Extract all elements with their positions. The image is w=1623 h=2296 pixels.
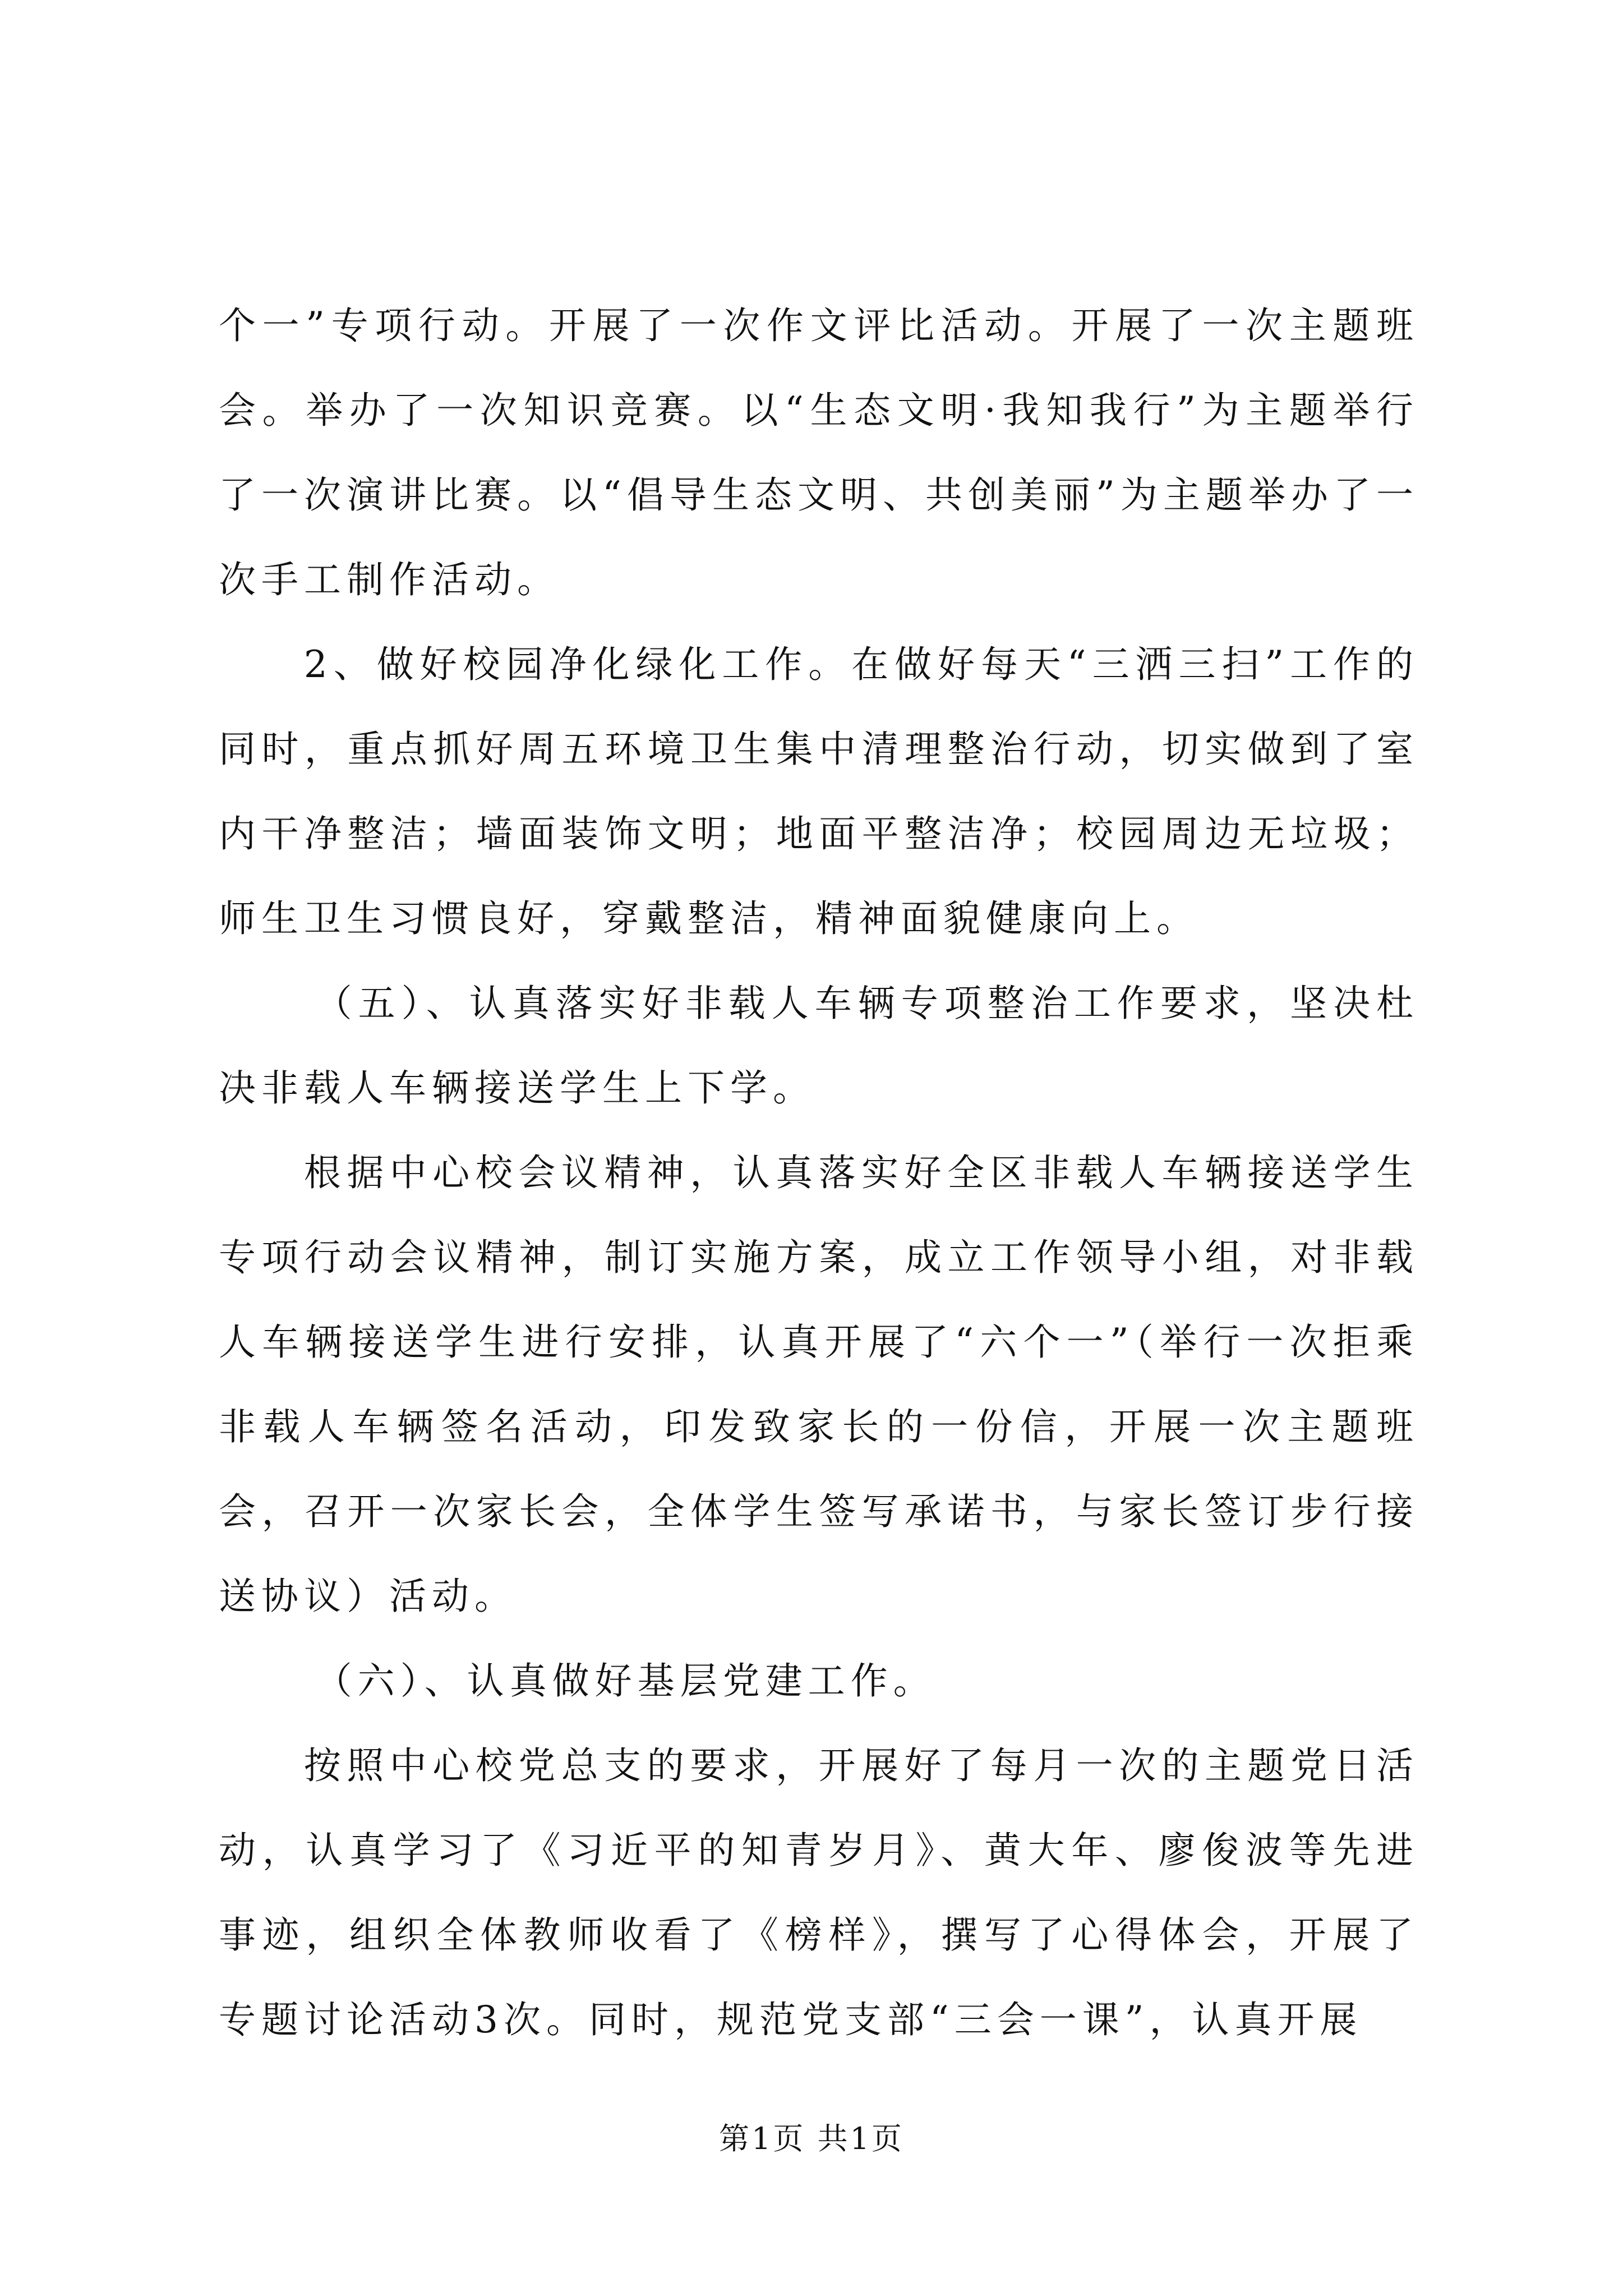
paragraph-continued: 个一”专项行动。开展了一次作文评比活动。开展了一次主题班会。举办了一次知识竞赛。以“生态文明·我知我行”为主题举行了一次演讲比赛。以“倡导生态文明、共创美丽”为主题举办了一次手工制作活动。 — [219, 304, 1419, 601]
paragraph-party-building: 按照中心校党总支的要求，开展好了每月一次的主题党日活动，认真学习了《习近平的知青岁月》、黄大年、廖俊波等先进事迹，组织全体教师收看了《榜样》，撰写了心得体会，开展了专题讨论活动3次。同时，规范党支部“三会一课”，认真开展 — [219, 1744, 1419, 2041]
page-footer: 第1页 共1页 — [719, 2121, 904, 2156]
section-heading-five: （五）、认真落实好非载人车辆专项整治工作要求，坚决杜决非载人车辆接送学生上下学。 — [219, 982, 1419, 1110]
document-body — [219, 283, 1419, 2062]
paragraph-campus-cleaning: 2、做好校园净化绿化工作。在做好每天“三洒三扫”工作的同时，重点抓好周五环境卫生集中清理整治行动，切实做到了室内干净整洁；墙面装饰文明；地面平整洁净；校园周边无垃圾；师生卫生习惯良好，穿戴整洁，精神面貌健康向上。 — [219, 643, 1419, 940]
paragraph-vehicle-rectification: 根据中心校会议精神，认真落实好全区非载人车辆接送学生专项行动会议精神，制订实施方案，成立工作领导小组，对非载人车辆接送学生进行安排，认真开展了“六个一”（举行一次拒乘非载人车辆签名活动，印发致家长的一份信，开展一次主题班会，召开一次家长会，全体学生签写承诺书，与家长签订步行接送协议）活动。 — [219, 1151, 1419, 1618]
section-heading-six: （六）、认真做好基层党建工作。 — [315, 1659, 936, 1703]
